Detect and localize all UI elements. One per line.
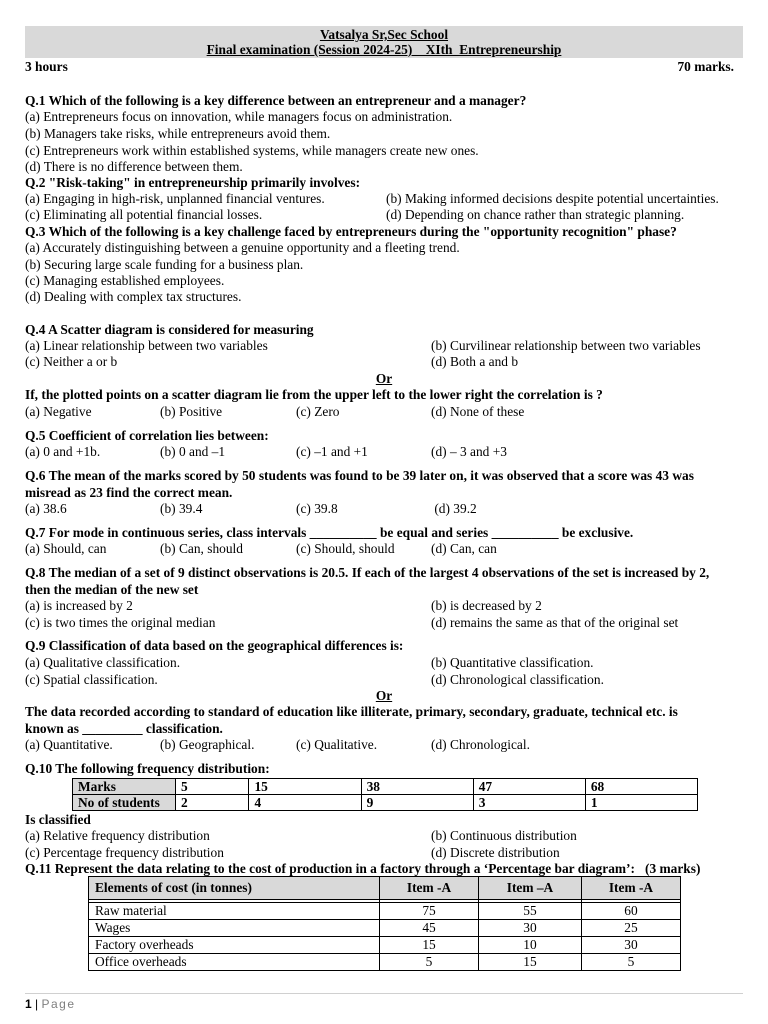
table-cell: 2 [176, 795, 249, 811]
table-cell: 30 [581, 937, 680, 954]
table-cell: 30 [479, 920, 582, 937]
q6-option-c: (c) 39.8 [296, 501, 338, 516]
q9-alt-line2: known as _________ classification. [25, 721, 223, 736]
q5-option-c: (c) –1 and +1 [296, 444, 368, 459]
q10-option-c: (c) Percentage frequency distribution [25, 845, 224, 860]
table-cell: 15 [249, 779, 361, 795]
table-cell: Raw material [89, 903, 380, 920]
table-cell: 15 [479, 954, 582, 971]
question-5: Q.5 Coefficient of correlation lies between: [25, 428, 269, 443]
q4-option-c: (c) Neither a or b [25, 354, 118, 369]
q6-option-d: (d) 39.2 [431, 501, 477, 516]
table-cell: 15 [380, 937, 479, 954]
table-cell: Office overheads [89, 954, 380, 971]
q4-alt-question: If, the plotted points on a scatter diagram lie from the upper left to the lower right the correlation is ? [25, 387, 603, 402]
q7-option-c: (c) Should, should [296, 541, 395, 556]
q2-option-b: (b) Making informed decisions despite potential uncertainties. [386, 191, 719, 206]
table-row [89, 903, 681, 920]
question-6-line1: Q.6 The mean of the marks scored by 50 students was found to be 39 later on, it was observed that a score was 43 was [25, 468, 694, 483]
q4-option-a: (a) Linear relationship between two variables [25, 338, 268, 353]
q4-option-d: (d) Both a and b [431, 354, 519, 369]
q6-option-a: (a) 38.6 [25, 501, 67, 516]
table-cell: 60 [581, 903, 680, 920]
q6-option-b: (b) 39.4 [160, 501, 203, 516]
q10-classified: Is classified [25, 812, 91, 827]
table-cell: 4 [249, 795, 361, 811]
q2-option-d: (d) Depending on chance rather than strategic planning. [386, 207, 685, 222]
q8-option-a: (a) is increased by 2 [25, 598, 133, 613]
question-6-line2: misread as 23 find the correct mean. [25, 485, 233, 500]
duration: 3 hours [25, 59, 68, 74]
question-4: Q.4 A Scatter diagram is considered for measuring [25, 322, 314, 337]
question-10: Q.10 The following frequency distribution: [25, 761, 270, 776]
table-cell: Factory overheads [89, 937, 380, 954]
q4-alt-option-c: (c) Zero [296, 404, 340, 419]
q7-option-b: (b) Can, should [160, 541, 243, 556]
table-cell: 1 [585, 795, 697, 811]
column-header: Item -A [380, 877, 479, 900]
row-label-marks: Marks [73, 779, 176, 795]
page-footer [25, 996, 76, 1013]
table-cell: 55 [479, 903, 582, 920]
question-7: Q.7 For mode in continuous series, class intervals __________ be equal and series __________ be exclusive. [25, 525, 634, 540]
q3-option-b: (b) Securing large scale funding for a business plan. [25, 257, 304, 272]
q7-option-d: (d) Can, can [431, 541, 497, 556]
q9-alt-option-a: (a) Quantitative. [25, 737, 113, 752]
q1-option-d: (d) There is no difference between them. [25, 159, 243, 174]
q3-option-c: (c) Managing established employees. [25, 273, 225, 288]
q8-option-c: (c) is two times the original median [25, 615, 216, 630]
table-cell: 25 [581, 920, 680, 937]
frequency-table [72, 778, 698, 811]
q5-option-b: (b) 0 and –1 [160, 444, 226, 459]
table-cell: 9 [361, 795, 473, 811]
question-9: Q.9 Classification of data based on the geographical differences is: [25, 638, 404, 653]
q9-alt-option-d: (d) Chronological. [431, 737, 530, 752]
q3-option-a: (a) Accurately distinguishing between a genuine opportunity and a fleeting trend. [25, 240, 460, 255]
footer-divider [25, 993, 743, 994]
table-row [89, 937, 681, 954]
q4-alt-option-d: (d) None of these [431, 404, 525, 419]
q2-option-a: (a) Engaging in high-risk, unplanned financial ventures. [25, 191, 325, 206]
page-number: 1 [25, 997, 32, 1011]
q10-option-d: (d) Discrete distribution [431, 845, 560, 860]
q5-option-a: (a) 0 and +1b. [25, 444, 101, 459]
table-row [89, 920, 681, 937]
row-label-students: No of students [73, 795, 176, 811]
header-banner [25, 26, 743, 58]
q9-alt-option-c: (c) Qualitative. [296, 737, 378, 752]
q9-or: Or [375, 688, 393, 703]
question-1: Q.1 Which of the following is a key difference between an entrepreneur and a manager? [25, 93, 527, 108]
table-row [73, 779, 698, 795]
q9-alt-line1: The data recorded according to standard of education like illiterate, primary, secondary, graduate, technical etc. is [25, 704, 678, 719]
q5-option-d: (d) – 3 and +3 [431, 444, 507, 459]
question-2: Q.2 "Risk-taking" in entrepreneurship primarily involves: [25, 175, 361, 190]
q4-option-b: (b) Curvilinear relationship between two variables [431, 338, 701, 353]
column-header: Item -A [581, 877, 680, 900]
cost-table [88, 876, 681, 971]
q4-alt-option-b: (b) Positive [160, 404, 223, 419]
q9-option-c: (c) Spatial classification. [25, 672, 158, 687]
q10-option-a: (a) Relative frequency distribution [25, 828, 210, 843]
school-name: Vatsalya Sr,Sec School [319, 27, 449, 42]
column-header: Elements of cost (in tonnes) [89, 877, 380, 900]
q9-alt-option-b: (b) Geographical. [160, 737, 255, 752]
question-8-line2: then the median of the new set [25, 582, 199, 597]
table-cell: 10 [479, 937, 582, 954]
q1-option-a: (a) Entrepreneurs focus on innovation, while managers focus on administration. [25, 109, 453, 124]
table-cell: 3 [473, 795, 585, 811]
q9-option-a: (a) Qualitative classification. [25, 655, 181, 670]
footer-separator: | [31, 997, 42, 1011]
column-header: Item –A [479, 877, 582, 900]
table-cell: Wages [89, 920, 380, 937]
q2-option-c: (c) Eliminating all potential financial losses. [25, 207, 263, 222]
table-cell: 68 [585, 779, 697, 795]
table-row [73, 795, 698, 811]
q8-option-b: (b) is decreased by 2 [431, 598, 542, 613]
q4-or: Or [375, 371, 393, 386]
question-3: Q.3 Which of the following is a key challenge faced by entrepreneurs during the "opportunity recognition" phase? [25, 224, 677, 239]
total-marks: 70 marks. [677, 59, 734, 74]
table-row [89, 954, 681, 971]
q9-option-d: (d) Chronological classification. [431, 672, 604, 687]
q10-option-b: (b) Continuous distribution [431, 828, 577, 843]
table-cell: 5 [176, 779, 249, 795]
exam-title: Final examination (Session 2024-25) XIth Entrepreneurship [206, 42, 562, 57]
q9-option-b: (b) Quantitative classification. [431, 655, 594, 670]
table-cell: 5 [581, 954, 680, 971]
table-header-row [89, 877, 681, 900]
q1-option-b: (b) Managers take risks, while entrepreneurs avoid them. [25, 126, 331, 141]
table-cell: 5 [380, 954, 479, 971]
q3-option-d: (d) Dealing with complex tax structures. [25, 289, 242, 304]
table-cell: 45 [380, 920, 479, 937]
table-cell: 38 [361, 779, 473, 795]
q8-option-d: (d) remains the same as that of the original set [431, 615, 679, 630]
question-11: Q.11 Represent the data relating to the cost of production in a factory through a ‘Percentage bar diagram’: (3 marks) [25, 861, 701, 876]
q7-option-a: (a) Should, can [25, 541, 107, 556]
table-cell: 75 [380, 903, 479, 920]
q1-option-c: (c) Entrepreneurs work within established systems, while managers create new ones. [25, 143, 479, 158]
exam-meta [25, 59, 734, 76]
page-word: Page [41, 997, 76, 1011]
q4-alt-option-a: (a) Negative [25, 404, 92, 419]
table-cell: 47 [473, 779, 585, 795]
question-8-line1: Q.8 The median of a set of 9 distinct observations is 20.5. If each of the largest 4 observations of the set is increased by 2, [25, 565, 710, 580]
